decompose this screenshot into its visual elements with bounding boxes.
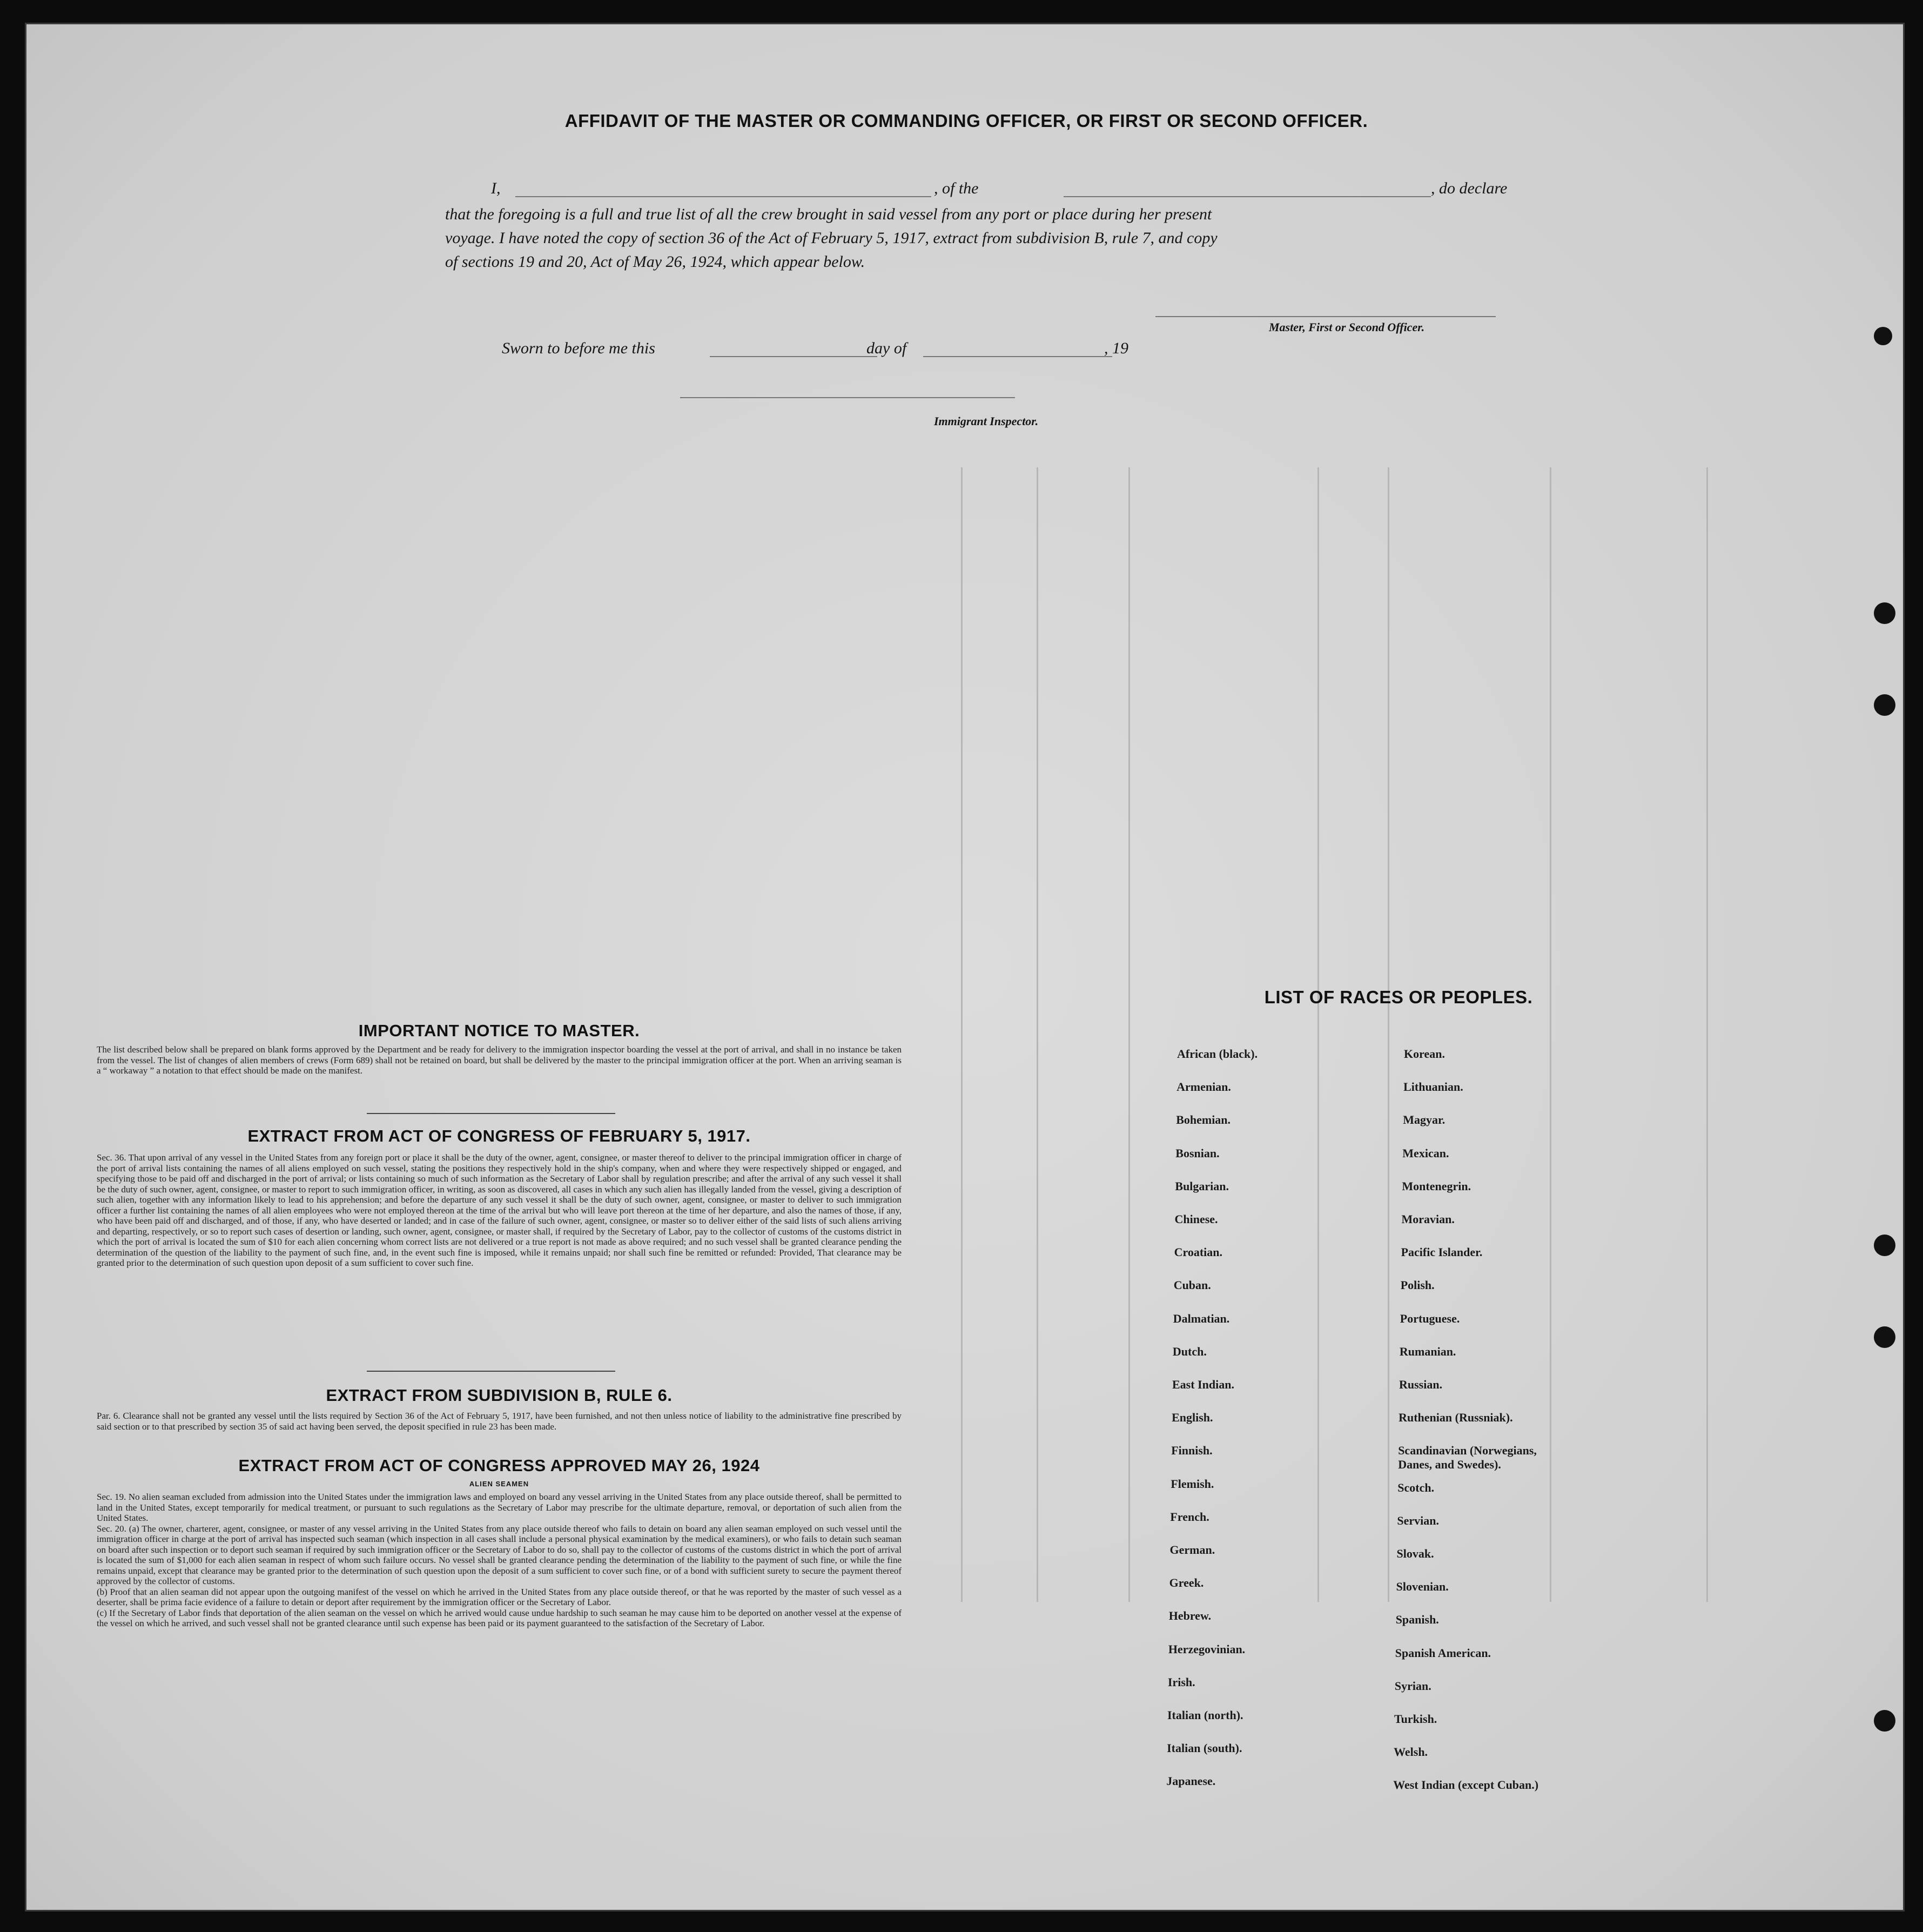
day-of-label: day of bbox=[866, 339, 907, 357]
race-item-right: Moravian. bbox=[1401, 1212, 1455, 1226]
notice-body: The list described below shall be prepared on blank forms approved by the Department and be ready for delivery to the immigration inspector boarding the vessel at the port of arrival, and shall in no instance be taken from the vessel. The list of changes of alien members of crews (Form 689) shall not be retained on board, but shall be delivered by the master to the principal immigration officer at the port. When an arriving seaman is a “ workaway ” a notation to that effect should be made on the manifest. bbox=[97, 1044, 902, 1076]
master-signature-line bbox=[1155, 316, 1496, 317]
extract-1924-title: EXTRACT FROM ACT OF CONGRESS APPROVED MAY 26, 1924 bbox=[238, 1456, 760, 1475]
race-item-left: Dutch. bbox=[1172, 1344, 1207, 1358]
race-item-left: Finnish. bbox=[1171, 1444, 1213, 1458]
bleed-column-line bbox=[961, 467, 963, 1602]
races-list bbox=[1166, 1047, 1658, 1830]
race-item-left: Cuban. bbox=[1173, 1278, 1211, 1292]
race-item-right: Turkish. bbox=[1394, 1712, 1437, 1726]
sworn-label: Sworn to before me this bbox=[502, 339, 655, 357]
race-item-left: Chinese. bbox=[1174, 1212, 1218, 1226]
race-item-right: Ruthenian (Russniak). bbox=[1398, 1411, 1513, 1425]
race-item-right: Scandinavian (Norwegians, Danes, and Swedes). bbox=[1398, 1444, 1537, 1472]
binder-hole bbox=[1874, 1710, 1895, 1732]
race-item-left: Flemish. bbox=[1171, 1477, 1214, 1491]
binder-hole bbox=[1874, 327, 1892, 345]
race-item-right: Syrian. bbox=[1394, 1679, 1431, 1693]
day-blank-line bbox=[710, 356, 877, 357]
name-blank-line bbox=[515, 196, 931, 197]
race-item-right: Montenegrin. bbox=[1402, 1179, 1471, 1193]
rule-6-body: Par. 6. Clearance shall not be granted any vessel until the lists required by Section 36 of the Act of February 5, 1917, have been furnished, and not then unless notice of liability to the administrative fine prescribed by said section or to that prescribed by section 35 of said act having been served, the deposit specified in rule 23 has been made. bbox=[97, 1411, 902, 1432]
binder-hole bbox=[1874, 602, 1895, 624]
race-item-left: Armenian. bbox=[1176, 1080, 1231, 1094]
sec-19-text: Sec. 19. No alien seaman excluded from admission into the United States under the immigration laws and employed on board any vessel arriving in the United States from any place outside thereof, shall be permitted to land in the United States, except temporarily for medical treatment, or pursuant to such regulations as the Secretary of Labor may prescribe for the ultimate departure, removal, or deportation of such alien from the United States. bbox=[97, 1492, 902, 1523]
race-item-left: English. bbox=[1172, 1411, 1213, 1425]
race-item-right: Lithuanian. bbox=[1403, 1080, 1463, 1094]
race-item-left: Croatian. bbox=[1174, 1245, 1223, 1259]
race-item-right: Mexican. bbox=[1402, 1146, 1449, 1160]
bleed-column-line bbox=[1706, 467, 1708, 1602]
document-page bbox=[25, 23, 1905, 1911]
inspector-label: Immigrant Inspector. bbox=[934, 414, 1039, 428]
affidavit-statement bbox=[445, 203, 1579, 274]
race-item-right: Rumanian. bbox=[1399, 1344, 1456, 1358]
race-item-left: Dalmatian. bbox=[1173, 1311, 1230, 1325]
sec-20a-text: Sec. 20. (a) The owner, charterer, agent, consignee, or master of any vessel arriving in the United States from any place outside thereof who fails to detain on board any alien seaman employed on such vessel until the immigration officer in charge at the port of arrival has inspected such seaman (which inspection in all cases shall include a personal physical examination by the medical examiners), or who fails to detain such seaman on board after such inspection or to deport such seaman if required by such immigration officer or the Secretary of Labor to do so, shall pay to the collector of customs of the customs district in which the port of arrival is located the sum of $1,000 for each alien seaman in respect of whom such failure occurs. No vessel shall be granted clearance pending the determination of the liability to the payment of such fine, or while the fine remains unpaid, except that clearance may be granted prior to the determination of such question upon the deposit of a sum sufficient to cover such fine, or of a bond with sufficient surety to secure the payment thereof approved by the collector of customs. bbox=[97, 1523, 902, 1586]
race-item-right: Magyar. bbox=[1403, 1113, 1445, 1127]
affidavit-i-label: I, bbox=[491, 179, 501, 197]
race-item-right: Spanish American. bbox=[1395, 1646, 1491, 1660]
section-divider bbox=[367, 1113, 615, 1114]
extract-1917-body: Sec. 36. That upon arrival of any vessel in the United States from any foreign port or place it shall be the duty of the owner, agent, consignee, or master thereof to deliver to the principal immigration officer in charge of the port of arrival lists containing the names of all aliens employed on such vessel, stating the positions they respectively hold in the ship's company, when and where they were respectively shipped or engaged, and specifying those to be paid off and discharged in the port of arrival; or lists containing so much of such information as the Secretary of Labor shall by regulation prescribe; and after the arrival of any such vessel it shall be the duty of such owner, agent, consignee, or master to report to such immigration officer, in writing, as soon as discovered, all cases in which any such alien has illegally landed from the vessel, giving a description of such alien, together with any information likely to lead to his apprehension; and before the departure of any such vessel it shall be the duty of such owner, agent, consignee, or master to deliver to such immigration officer a further list containing the names of all alien employees who were not employed thereon at the time of the arrival but who will leave port thereon at the time of her departure, and also the names of those, if any, who have been paid off and discharged, and of those, if any, who have deserted or landed; and in case of the failure of such owner, agent, consignee, or master so to deliver either of the said lists of such aliens arriving and departing, respectively, or so to report such cases of desertion or landing, such owner, agent, consignee, or master shall, if required by the Secretary of Labor, pay to the collector of customs of the customs district in which the port of arrival is located the sum of $10 for each alien concerning whom correct lists are not delivered or a true report is not made as above required; and no such vessel shall be granted clearance pending the determination of the question of the liability to the payment of such fine, and, in the event such fine is imposed, while it remains unpaid; nor shall such fine be remitted or refunded: Provided, That clearance may be granted prior to the determination of such question upon deposit of a sum sufficient to cover such fine. bbox=[97, 1152, 902, 1268]
race-item-left: Bosnian. bbox=[1175, 1146, 1220, 1160]
race-item-left: French. bbox=[1170, 1510, 1209, 1524]
affidavit-line-1: that the foregoing is a full and true list of all the crew brought in said vessel from any port or place during her present bbox=[445, 205, 1212, 223]
affidavit-line-3: of sections 19 and 20, Act of May 26, 1924, which appear below. bbox=[445, 253, 865, 271]
races-title: LIST OF RACES OR PEOPLES. bbox=[1264, 987, 1533, 1007]
extract-1924-subtitle: ALIEN SEAMEN bbox=[469, 1480, 529, 1488]
race-item-left: Italian (north). bbox=[1167, 1708, 1243, 1722]
month-blank-line bbox=[923, 356, 1112, 357]
affidavit-title: AFFIDAVIT OF THE MASTER OR COMMANDING OFFICER, OR FIRST OR SECOND OFFICER. bbox=[564, 111, 1368, 131]
inspector-signature-line bbox=[680, 397, 1015, 398]
master-signature-label: Master, First or Second Officer. bbox=[1269, 320, 1425, 334]
race-item-right: Korean. bbox=[1404, 1047, 1445, 1061]
race-item-left: Japanese. bbox=[1166, 1774, 1216, 1788]
race-item-right: Scotch. bbox=[1397, 1480, 1435, 1494]
race-item-left: African (black). bbox=[1177, 1047, 1258, 1061]
binder-hole bbox=[1874, 1235, 1895, 1256]
affidavit-line-2: voyage. I have noted the copy of section 36 of the Act of February 5, 1917, extract from subdivision B, rule 7, and copy bbox=[445, 229, 1218, 247]
bleed-column-line bbox=[1128, 467, 1130, 1602]
race-item-right: Polish. bbox=[1400, 1278, 1435, 1292]
race-item-left: Herzegovinian. bbox=[1168, 1642, 1246, 1656]
section-divider bbox=[367, 1371, 615, 1372]
extract-1924-body bbox=[97, 1492, 902, 1629]
race-item-right: Portuguese. bbox=[1400, 1311, 1460, 1325]
race-item-right: Slovenian. bbox=[1396, 1580, 1449, 1594]
bleed-column-line bbox=[1037, 467, 1038, 1602]
race-item-right: Russian. bbox=[1399, 1378, 1443, 1391]
race-item-right: Welsh. bbox=[1394, 1745, 1428, 1759]
binder-hole bbox=[1874, 694, 1895, 716]
sec-20c-text: (c) If the Secretary of Labor finds that deportation of the alien seaman on the vessel on which he arrived would cause undue hardship to such seaman he may cause him to be deported on another vessel at the expense of the vessel on which he arrived, and such vessel shall not be granted clearance until such expense has been paid or its payment guaranteed to the satisfaction of the Secretary of Labor. bbox=[97, 1607, 902, 1628]
race-item-left: Bohemian. bbox=[1176, 1113, 1231, 1127]
vessel-blank-line bbox=[1064, 196, 1431, 197]
race-item-right: Servian. bbox=[1397, 1513, 1440, 1527]
race-item-left: Hebrew. bbox=[1168, 1609, 1212, 1623]
race-item-left: Greek. bbox=[1169, 1576, 1204, 1590]
race-item-right: West Indian (except Cuban.) bbox=[1393, 1778, 1539, 1792]
race-item-left: Irish. bbox=[1167, 1675, 1195, 1689]
race-item-left: Italian (south). bbox=[1167, 1741, 1242, 1755]
race-item-right: Pacific Islander. bbox=[1401, 1245, 1483, 1259]
race-item-right: Spanish. bbox=[1395, 1613, 1439, 1627]
race-item-right: Slovak. bbox=[1396, 1547, 1434, 1560]
race-item-left: Bulgarian. bbox=[1175, 1179, 1229, 1193]
notice-title: IMPORTANT NOTICE TO MASTER. bbox=[358, 1021, 640, 1040]
binder-hole bbox=[1874, 1326, 1895, 1348]
race-item-left: East Indian. bbox=[1172, 1378, 1234, 1391]
affidavit-of-the-label: , of the bbox=[934, 179, 979, 197]
race-item-left: German. bbox=[1169, 1543, 1215, 1557]
extract-1917-title: EXTRACT FROM ACT OF CONGRESS OF FEBRUARY 5, 1917. bbox=[247, 1126, 751, 1145]
sec-20b-text: (b) Proof that an alien seaman did not appear upon the outgoing manifest of the vessel on which he arrived in the United States from any place outside thereof, or that he was reported by the master of such vessel as a deserter, shall be prima facie evidence of a failure to detain or deport after requirement by the immigration officer or the Secretary of Labor. bbox=[97, 1586, 902, 1607]
rule-6-title: EXTRACT FROM SUBDIVISION B, RULE 6. bbox=[326, 1386, 673, 1405]
year-label: , 19 bbox=[1104, 339, 1128, 357]
affidavit-do-declare-label: , do declare bbox=[1431, 179, 1508, 197]
